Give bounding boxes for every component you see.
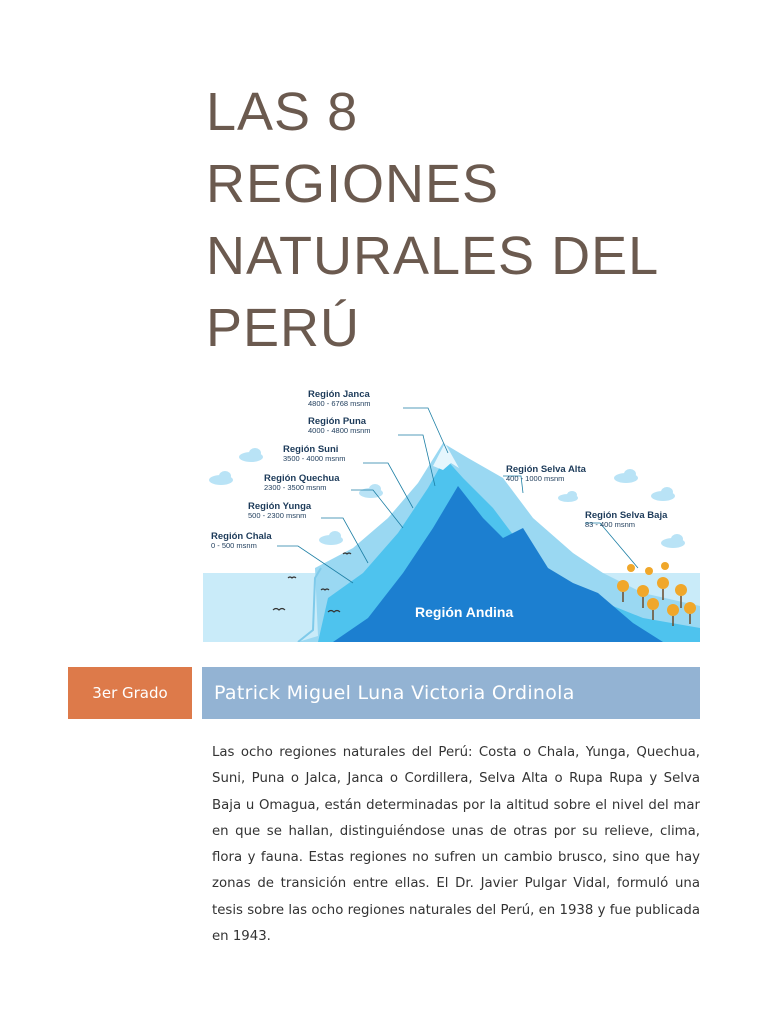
title-line-1: LAS 8 [206,82,359,142]
author-banner [202,667,700,719]
label-selva-alta-name: Región Selva Alta [506,464,586,475]
label-yunga-range: 500 - 2300 msnm [248,511,307,520]
label-puna-name: Región Puna [308,416,367,427]
label-yunga-name: Región Yunga [248,501,312,512]
intro-paragraph: Las ocho regiones naturales del Perú: Costa o Chala, Yunga, Quechua, Suni, Puna o Jalca, Janca o Cordillera, Selva Alta o Rupa Rupa y Selva Baja u Omagua, están determinadas por la altitud sobre el nivel del mar en que se hallan, distinguiéndose unas de otras por su relieve, clima, flora y fauna. Estas regiones no sufren un cambio brusco, sino que hay zonas de transición entre ellas. El Dr. Javier Pulgar Vidal, formuló una tesis sobre las ocho regiones naturales del Perú, en 1938 y fue publicada en 1943. [212,745,700,945]
label-selva-baja-range: 83 - 400 msnm [585,520,636,529]
label-selva-alta-range: 400 - 1000 msnm [506,474,565,483]
label-quechua-name: Región Quechua [264,473,340,484]
label-selva-baja-name: Región Selva Baja [585,510,668,521]
label-chala-range: 0 - 500 msnm [211,541,257,550]
label-puna-range: 4000 - 4800 msnm [308,426,371,435]
document-title [206,76,746,364]
grade-badge: 3er Grado [68,667,192,719]
label-region-andina: Región Andina [415,604,514,620]
author-name: Patrick Miguel Luna Victoria Ordinola [214,682,575,704]
label-janca-name: Región Janca [308,389,370,400]
label-suni-range: 3500 - 4000 msnm [283,454,346,463]
title-line-2: REGIONES [206,154,500,214]
title-line-4: PERÚ [206,298,361,358]
regions-illustration [203,368,700,642]
label-janca-range: 4800 - 6768 msnm [308,399,371,408]
label-suni-name: Región Suni [283,444,339,455]
title-line-3: NATURALES DEL [206,226,660,286]
mountain-diagram [203,368,700,642]
label-quechua-range: 2300 - 3500 msnm [264,483,327,492]
label-chala-name: Región Chala [211,531,272,542]
